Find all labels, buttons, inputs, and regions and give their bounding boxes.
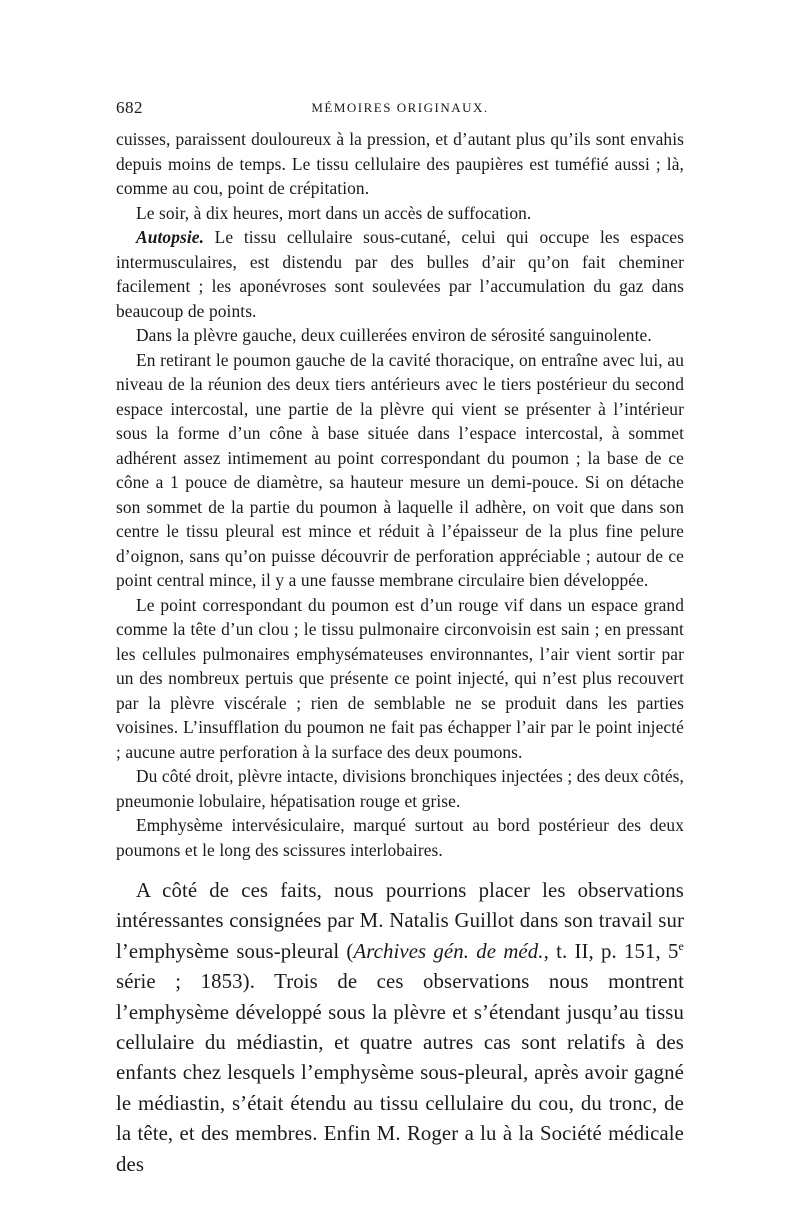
paragraph: Le point correspondant du poumon est d’un rouge vif dans un espace grand comme la tête d’un clou ; le tissu pulmonaire circonvoisin est sain ; en pressant les cellules pulmonaires emphysémateuses environnantes, l’air vient sortir par un des nombreux pertuis que présente ce point injecté, qui n’est plus recouvert par la plèvre viscérale ; rien de semblable ne se produit dans les parties voisines. L’insufflation du poumon ne fait pas échapper l’air par le point injecté ; aucune autre perforation à la surface des deux poumons. xyxy=(116,594,684,762)
superscript: e xyxy=(678,938,684,953)
paragraph: Dans la plèvre gauche, deux cuillerées environ de sérosité sanguinolente. xyxy=(136,325,652,345)
journal-citation: Archives gén. de méd. xyxy=(353,939,544,963)
autopsy-label: Autopsie. xyxy=(136,227,205,247)
page-body xyxy=(116,127,684,1180)
text-run: , t. II, p. 151, 5 xyxy=(543,939,679,963)
autopsy-text: Le tissu cellulaire sous-cutané, celui qui occupe les espaces intermusculaires, est distendu par des bulles d’air qu’on fait cheminer facilement ; les aponévroses sont soulevées par l’accumulation du gaz dans beaucoup de points. xyxy=(116,227,684,321)
text-run: A côté de ces faits, nous pourrions placer les observations intéressantes consignées par M. Natalis Guillot dans son travail sur l’emphysème sous-pleural ( xyxy=(116,879,684,963)
paragraph xyxy=(116,876,684,1180)
running-title: MÉMOIRES ORIGINAUX. xyxy=(311,100,489,115)
paragraph-autopsy xyxy=(116,225,684,323)
paragraph: Emphysème intervésiculaire, marqué surtout au bord postérieur des deux poumons et le long des scissures interlobaires. xyxy=(116,815,684,860)
discussion-section xyxy=(116,876,684,1180)
page-number: 682 xyxy=(116,98,143,117)
paragraph: Le soir, à dix heures, mort dans un accès de suffocation. xyxy=(136,202,532,223)
case-report-section xyxy=(116,127,684,862)
text-run: série ; 1853). Trois de ces observations nous montrent l’emphysème développé sous la plèvre et s’étendant jusqu’au tissu cellulaire du médiastin, et quatre autres cas sont relatifs à des enfants chez lesquels l’emphysème sous-pleural, après avoir gagné le médiastin, s’était étendu au tissu cellulaire du cou, du tronc, de la tête, et des membres. Enfin M. Roger a lu à la Société médicale des xyxy=(116,970,684,1176)
paragraph: En retirant le poumon gauche de la cavité thoracique, on entraîne avec lui, au niveau de la réunion des deux tiers antérieurs avec le tiers postérieur du second espace intercostal, une partie de la plèvre qui vient se présenter à l’intérieur sous la forme d’un cône à base située dans l’espace intercostal, à sommet adhérent assez intimement au point correspondant du poumon ; la base de ce cône a 1 pouce de diamètre, sa hauteur mesure un demi-pouce. Si on détache son sommet de la partie du poumon à laquelle il adhère, on voit que dans son centre le tissu pleural est mince et réduit à l’épaisseur de la plus fine pelure d’oignon, sans qu’on puisse découvrir de perforation appréciable ; autour de ce point central mince, il y a une fausse membrane circulaire bien développée. xyxy=(116,349,684,590)
paragraph: cuisses, paraissent douloureux à la pression, et d’autant plus qu’ils sont envahis depuis moins de temps. Le tissu cellulaire des paupières est tuméfié aussi ; là, comme au cou, point de crépitation. xyxy=(116,129,684,198)
page-header xyxy=(116,98,684,120)
paragraph: Du côté droit, plèvre intacte, divisions bronchiques injectées ; des deux côtés, pneumonie lobulaire, hépatisation rouge et grise. xyxy=(116,766,684,811)
